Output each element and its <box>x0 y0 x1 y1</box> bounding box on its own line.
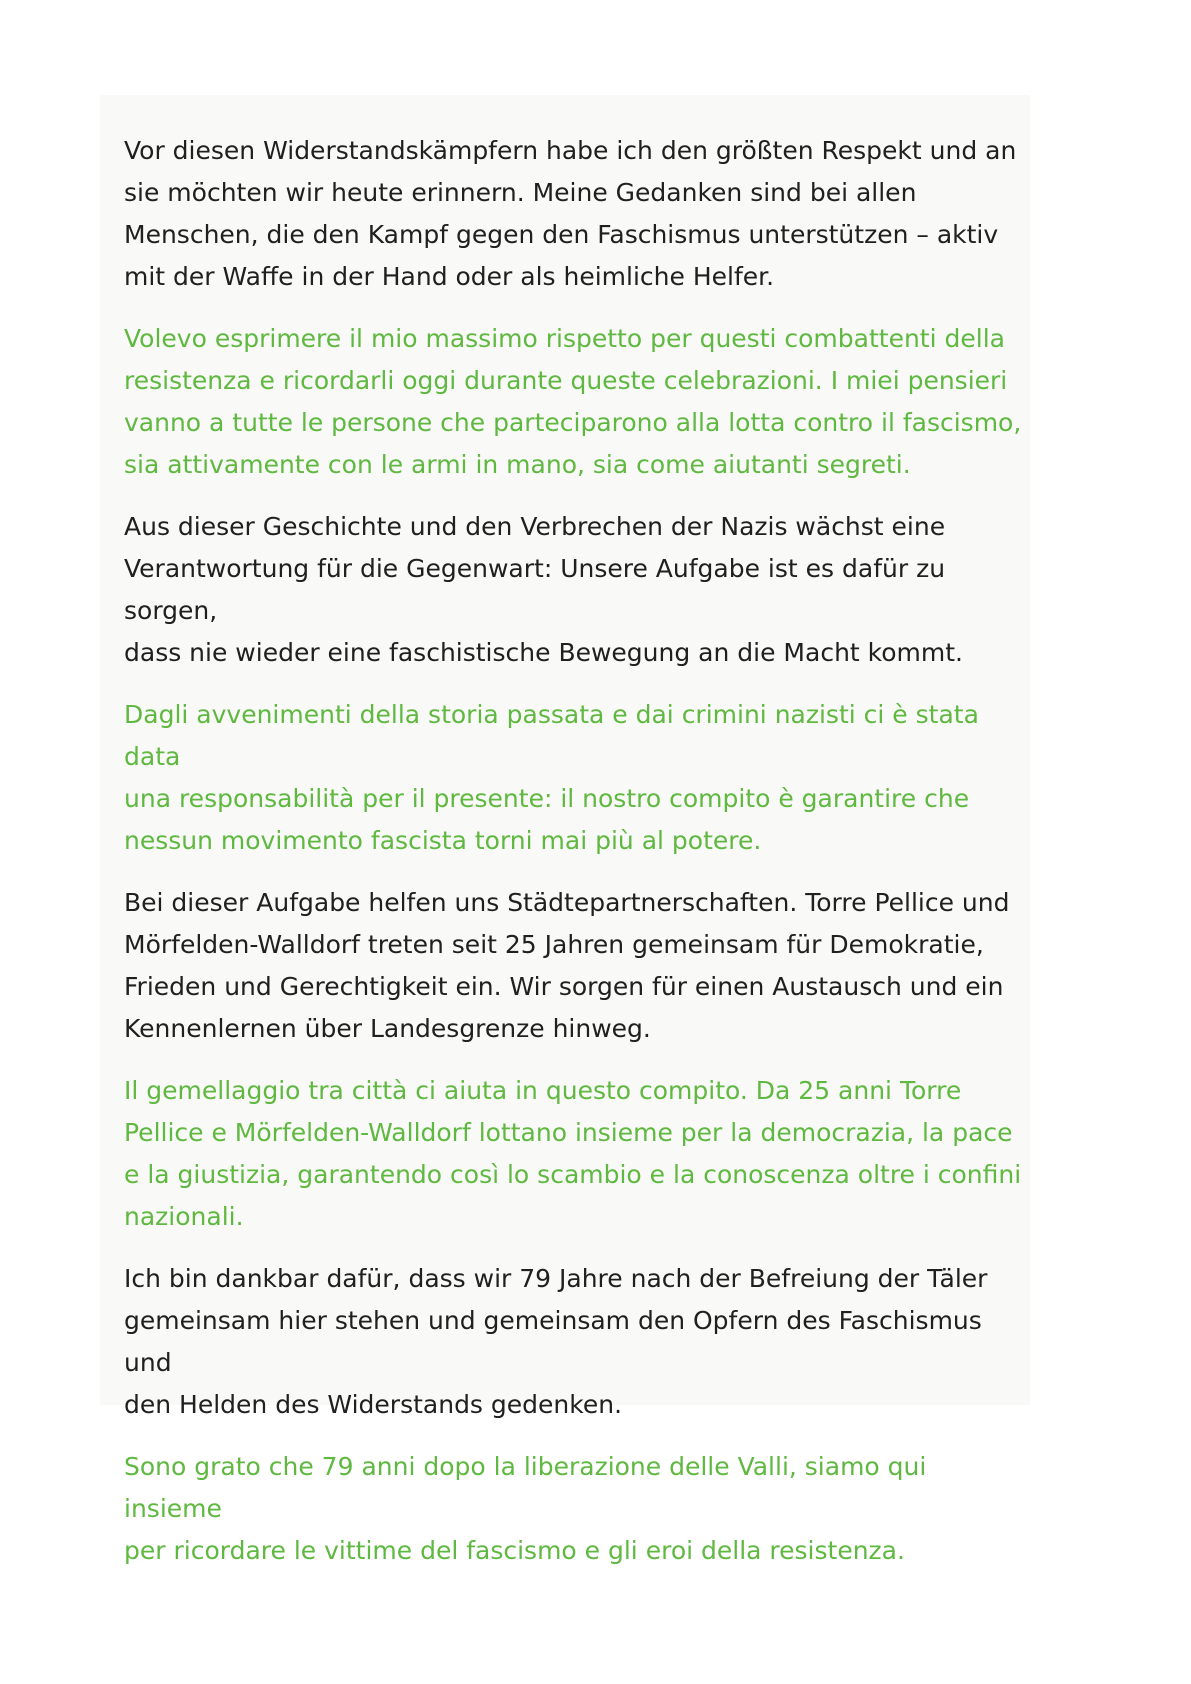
paragraph-german-4: Ich bin dankbar dafür, dass wir 79 Jahre nach der Befreiung der Täler gemeinsam hier stehen und gemeinsam den Opfern des Faschismus und den Helden des Widerstands gedenken. <box>124 1264 988 1419</box>
paragraph-italian-3: Il gemellaggio tra città ci aiuta in questo compito. Da 25 anni Torre Pellice e Mörfelden-Walldorf lottano insieme per la democrazia, la pace e la giustizia, garantendo così lo scambio e la conoscenza oltre i confini nazionali. <box>124 1076 1022 1231</box>
paragraph-german-2: Aus dieser Geschichte und den Verbrechen der Nazis wächst eine Verantwortung für die Gegenwart: Unsere Aufgabe ist es dafür zu sorgen, dass nie wieder eine faschistische Bewegung an die Macht kommt. <box>124 512 964 667</box>
paragraph-italian-2: Dagli avvenimenti della storia passata e dai crimini nazisti ci è stata data una responsabilità per il presente: il nostro compito è garantire che nessun movimento fascista torni mai più al potere. <box>124 700 979 855</box>
paragraph-german-1: Vor diesen Widerstandskämpfern habe ich den größten Respekt und an sie möchten wir heute erinnern. Meine Gedanken sind bei allen Menschen, die den Kampf gegen den Faschismus unterstützen – aktiv mit der Waffe in der Hand oder als heimliche Helfer. <box>124 136 1017 291</box>
paragraph-german-3: Bei dieser Aufgabe helfen uns Städtepartnerschaften. Torre Pellice und Mörfelden-Walldorf treten seit 25 Jahren gemeinsam für Demokratie, Frieden und Gerechtigkeit ein. Wir sorgen für einen Austausch und ein Kennenlernen über Landesgrenze hinweg. <box>124 888 1010 1043</box>
document-body <box>124 130 1024 1592</box>
paragraph-italian-1: Volevo esprimere il mio massimo rispetto per questi combattenti della resistenza e ricordarli oggi durante queste celebrazioni. I miei pensieri vanno a tutte le persone che parteciparono alla lotta contro il fascismo, sia attivamente con le armi in mano, sia come aiutanti segreti. <box>124 324 1022 479</box>
paragraph-italian-4: Sono grato che 79 anni dopo la liberazione delle Valli, siamo qui insieme per ricordare le vittime del fascismo e gli eroi della resistenza. <box>124 1452 927 1565</box>
